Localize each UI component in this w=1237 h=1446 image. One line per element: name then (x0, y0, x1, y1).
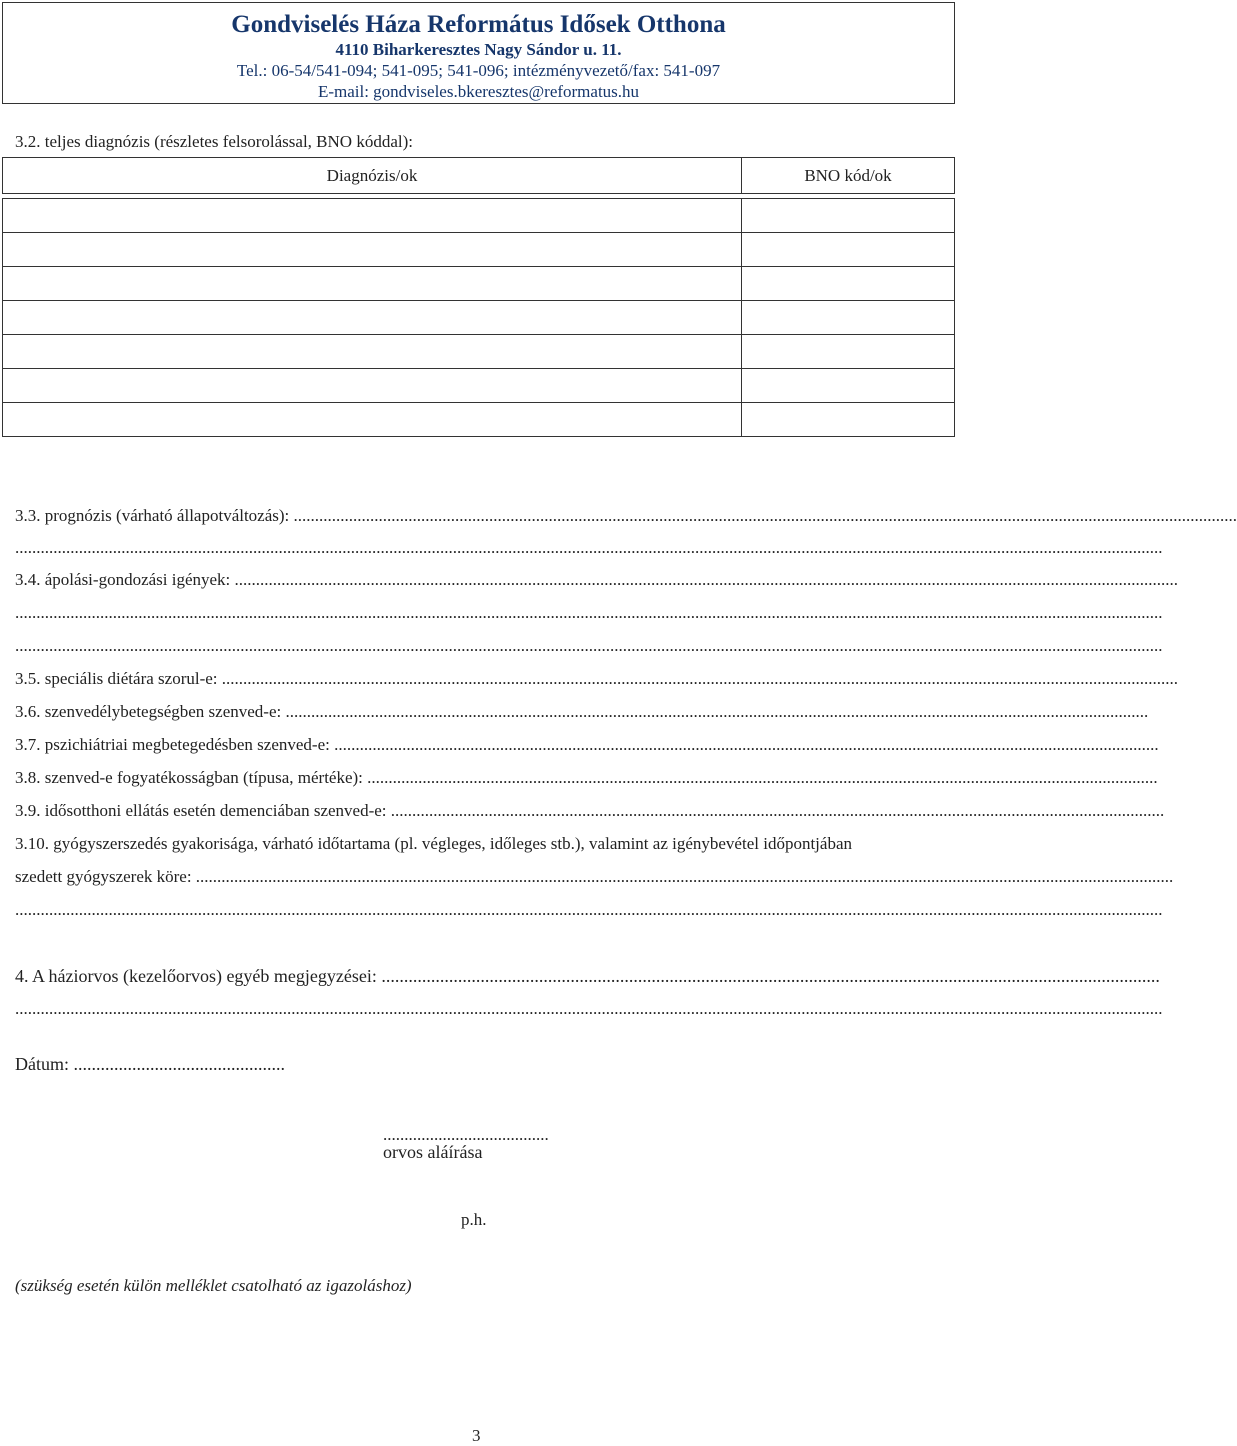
section-3-2-title: 3.2. teljes diagnózis (részletes felsorolással, BNO kóddal): (15, 132, 413, 151)
diagnosis-cell[interactable] (3, 403, 742, 437)
institution-name: Gondviselés Háza Református Idősek Otthona (231, 11, 726, 38)
institution-phone: Tel.: 06-54/541-094; 541-095; 541-096; intézményvezető/fax: 541-097 (236, 61, 721, 80)
bno-cell[interactable] (742, 369, 955, 403)
date-line[interactable]: Dátum: ............................................... (15, 1054, 285, 1074)
diagnosis-column-header: Diagnózis/ok (3, 158, 742, 194)
gp-remarks-line[interactable]: 4. A háziorvos (kezelőorvos) egyéb megjegyzései: ............................................................................................................................................................................. (15, 966, 1160, 986)
page-number: 3 (472, 1426, 481, 1445)
care-needs-line[interactable]: 3.4. ápolási-gondozási igények: .............................................................................................................................................................................................................................. (15, 570, 1179, 589)
diagnosis-cell[interactable] (3, 233, 742, 267)
care-needs-dotted-line-1[interactable]: .............................................................................................................................................................................................................................................................................. (15, 603, 1163, 622)
bno-cell[interactable] (742, 403, 955, 437)
bno-column-header: BNO kód/ok (742, 158, 955, 194)
addiction-line[interactable]: 3.6. szenvedélybetegségben szenved-e: ........................................................................................................................................................................................................... (15, 702, 1149, 721)
signature-label: orvos aláírása (383, 1142, 483, 1162)
letterhead (2, 2, 955, 104)
bno-cell[interactable] (742, 335, 955, 369)
diagnosis-table (2, 157, 955, 437)
gp-remarks-dotted-line[interactable]: .............................................................................................................................................................................................................................................................................. (15, 999, 1163, 1018)
attachment-note: (szükség esetén külön melléklet csatolható az igazoláshoz) (15, 1276, 412, 1295)
bno-cell[interactable] (742, 233, 955, 267)
diet-line[interactable]: 3.5. speciális diétára szorul-e: ................................................................................................................................................................................................................................. (15, 669, 1179, 688)
psychiatric-line[interactable]: 3.7. pszichiátriai megbetegedésben szenved-e: .................................................................................................................................................................................................. (15, 735, 1159, 754)
dementia-line[interactable]: 3.9. idősotthoni ellátás esetén demenciában szenved-e: ...................................................................................................................................................................................... (15, 801, 1165, 820)
medication-dotted-line[interactable]: .............................................................................................................................................................................................................................................................................. (15, 900, 1163, 919)
prognosis-line[interactable]: 3.3. prognózis (várható állapotváltozás): .............................................................................................................................................................................................................................. (15, 506, 1237, 525)
disability-line[interactable]: 3.8. szenved-e fogyatékosságban (típusa, mértéke): .......................................................................................................................................................................................... (15, 768, 1158, 787)
bno-cell[interactable] (742, 199, 955, 233)
stamp-placeholder: p.h. (461, 1210, 487, 1229)
diagnosis-cell[interactable] (3, 199, 742, 233)
diagnosis-cell[interactable] (3, 335, 742, 369)
medication-line: 3.10. gyógyszerszedés gyakorisága, várható időtartama (pl. végleges, időleges stb.), valamint az igénybevétel időpontjában (15, 834, 852, 853)
medication-list-line[interactable]: szedett gyógyszerek köre: ...................................................................................................................................................................................................................................... (15, 867, 1174, 886)
diagnosis-cell[interactable] (3, 369, 742, 403)
diagnosis-cell[interactable] (3, 267, 742, 301)
diagnosis-cell[interactable] (3, 301, 742, 335)
care-needs-dotted-line-2[interactable]: .............................................................................................................................................................................................................................................................................. (15, 636, 1163, 655)
bno-cell[interactable] (742, 301, 955, 335)
signature-dotted-line[interactable]: ....................................... (383, 1125, 549, 1144)
institution-address: 4110 Biharkeresztes Nagy Sándor u. 11. (335, 40, 622, 59)
bno-cell[interactable] (742, 267, 955, 301)
institution-email: E-mail: gondviseles.bkeresztes@reformatus.hu (317, 82, 640, 101)
prognosis-dotted-line[interactable]: .............................................................................................................................................................................................................................................................................. (15, 538, 1163, 557)
